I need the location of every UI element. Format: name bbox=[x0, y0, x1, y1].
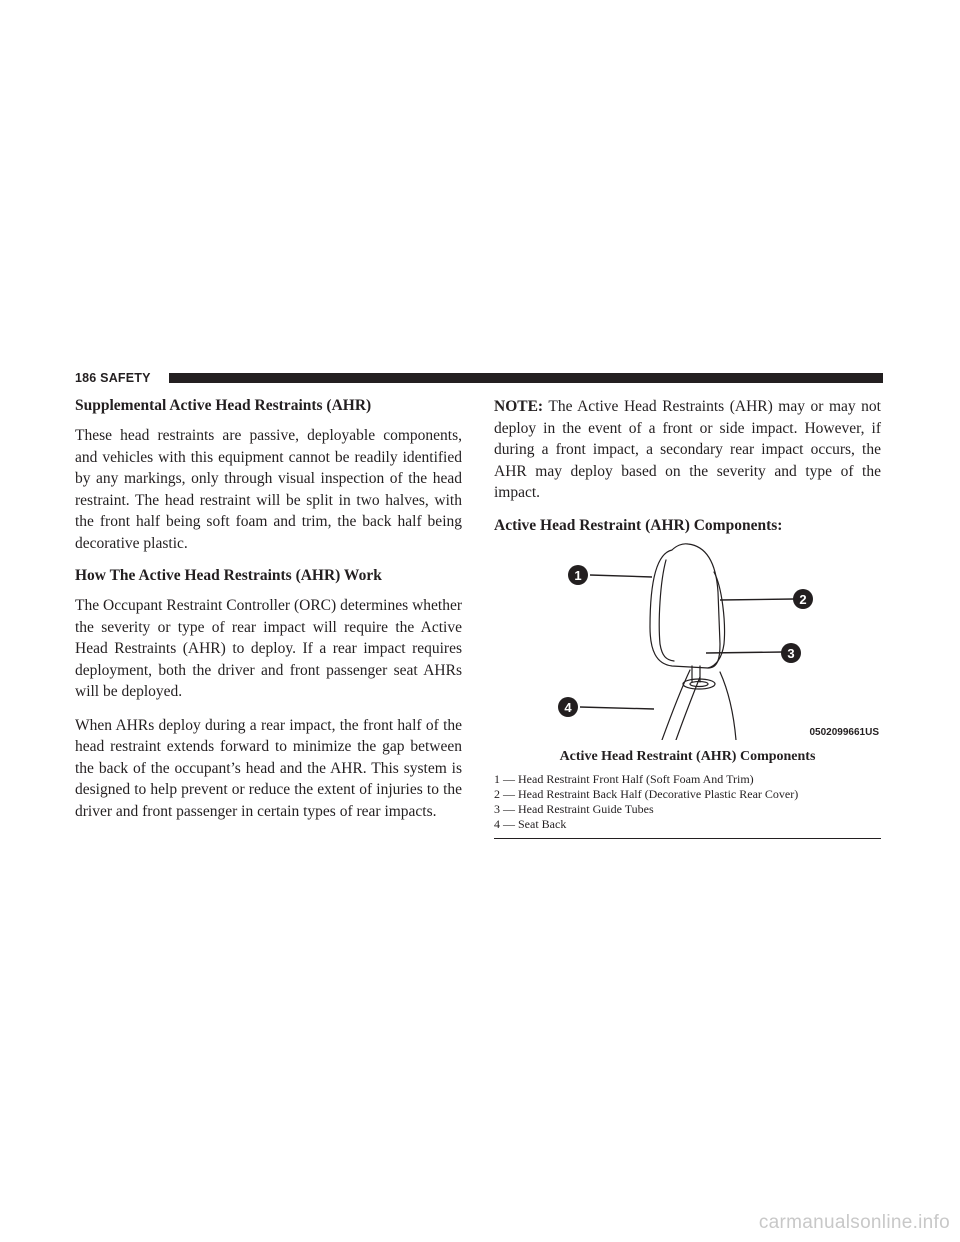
page-header-label bbox=[75, 371, 151, 385]
seat-back-outline bbox=[662, 670, 690, 740]
note-text: The Active Head Restraints (AHR) may or may not deploy in the event of a front or side impact. However, if during a front impact, a secondary rear impact occurs, the AHR may deploy based on the severity and type of the impact. bbox=[494, 398, 881, 501]
head-restraint-illustration bbox=[494, 532, 881, 740]
legend-item-4: 4 — Seat Back bbox=[494, 817, 567, 831]
leader-line-3 bbox=[706, 652, 783, 653]
legend-item-3: 3 — Head Restraint Guide Tubes bbox=[494, 802, 654, 816]
leader-line-4 bbox=[580, 707, 654, 709]
figure-legend bbox=[494, 772, 881, 832]
section-title: SAFETY bbox=[100, 371, 151, 385]
legend-item-2: 2 — Head Restraint Back Half (Decorative Plastic Rear Cover) bbox=[494, 787, 799, 801]
leader-line-1 bbox=[590, 575, 652, 577]
section-heading-ahr: Supplemental Active Head Restraints (AHR) bbox=[75, 397, 372, 414]
left-column bbox=[75, 396, 462, 834]
right-column bbox=[494, 396, 881, 545]
components-heading: Active Head Restraint (AHR) Components: bbox=[494, 516, 783, 534]
section-heading-how-ahr-work: How The Active Head Restraints (AHR) Work bbox=[75, 567, 382, 584]
page-number: 186 bbox=[75, 371, 97, 385]
callout-1: 1 bbox=[574, 568, 582, 583]
callout-4: 4 bbox=[564, 700, 572, 715]
paragraph-ahr-deploy: When AHRs deploy during a rear impact, the front half of the head restraint extends forward to minimize the gap between the back of the occupant’s head and the AHR. This system is designed to help prevent or reduce the extent of injuries to the driver and front passenger in certain types of rear impacts. bbox=[75, 716, 462, 820]
guide-tube-sleeve-inner bbox=[690, 682, 708, 687]
callout-2: 2 bbox=[799, 592, 807, 607]
paragraph-ahr-description: These head restraints are passive, deployable components, and vehicles with this equipment cannot be readily identified by any markings, only through visual inspection of the head restraint. The head restraint will be split in two halves, with the front half being soft foam and trim, the back half being decorative plastic. bbox=[75, 427, 462, 552]
restraint-front-inner bbox=[659, 560, 674, 661]
restraint-front-half bbox=[650, 544, 720, 668]
note-paragraph bbox=[494, 396, 881, 504]
paragraph-orc: The Occupant Restraint Controller (ORC) determines whether the severity or type of rear impact will require the Active Head Restraints (AHR) to deploy. If a rear impact requires deployment, both the driver and front passenger seat AHRs will be deployed. bbox=[75, 597, 462, 700]
leader-line-2 bbox=[720, 599, 794, 600]
legend-item-1: 1 — Head Restraint Front Half (Soft Foam And Trim) bbox=[494, 772, 754, 786]
callout-3: 3 bbox=[787, 646, 795, 661]
legend-rule bbox=[494, 838, 881, 839]
seat-back-right bbox=[720, 672, 736, 740]
note-label: NOTE: bbox=[494, 398, 544, 415]
figure-caption: Active Head Restraint (AHR) Components bbox=[559, 749, 816, 764]
figure-image-code: 0502099661US bbox=[809, 727, 879, 738]
page-header bbox=[75, 371, 883, 385]
header-rule bbox=[169, 373, 883, 383]
ahr-components-figure bbox=[494, 532, 881, 740]
watermark: carmanualsonline.info bbox=[758, 1212, 950, 1233]
